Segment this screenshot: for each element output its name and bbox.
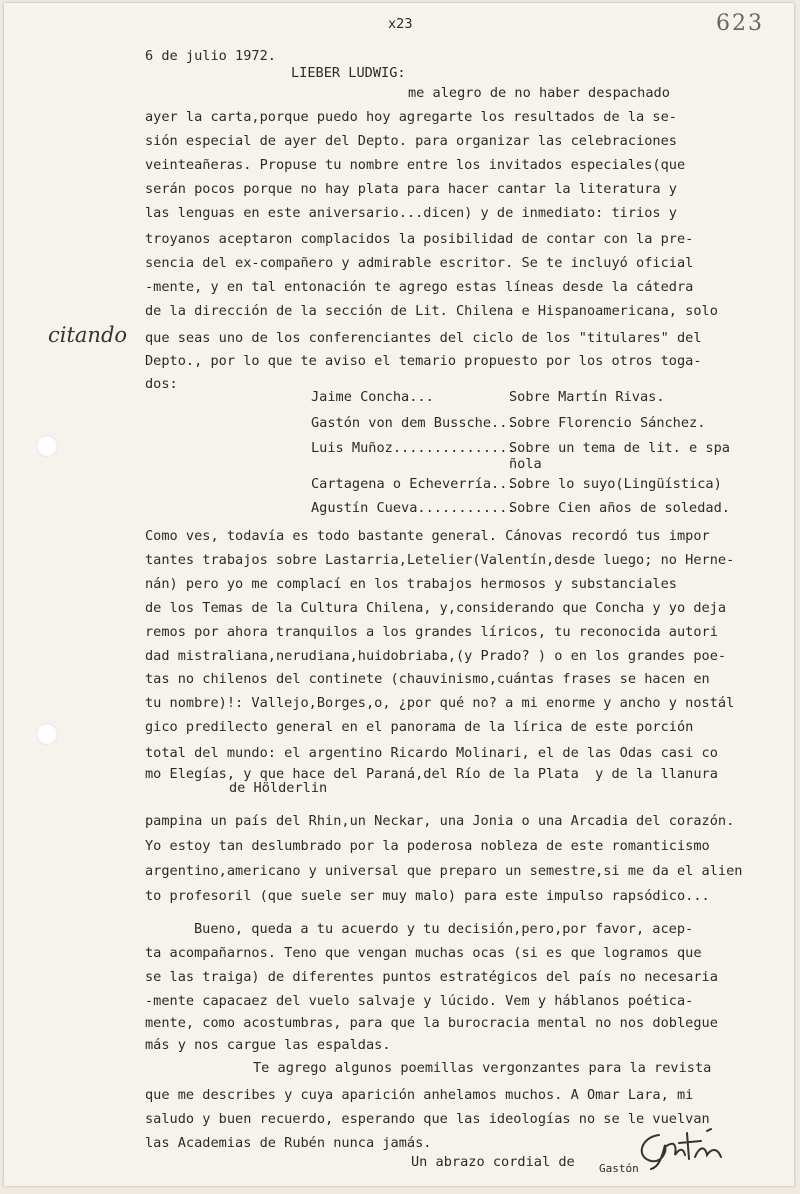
speaker-topic: Sobre Martín Rivas. bbox=[509, 389, 665, 405]
body-line: pampina un país del Rhin,un Neckar, una Jonia o una Arcadia del corazón. bbox=[145, 813, 735, 829]
body-line: más y nos cargue las espaldas. bbox=[145, 1037, 391, 1053]
body-line: -mente, y en tal entonación te agrego estas líneas desde la cátedra bbox=[145, 279, 694, 295]
body-line: sión especial de ayer del Depto. para organizar las celebraciones bbox=[145, 133, 677, 149]
body-line: troyanos aceptaron complacidos la posibilidad de contar con la pre- bbox=[145, 231, 694, 247]
salutation: LIEBER LUDWIG: bbox=[291, 65, 406, 81]
speaker-topic-cont: ñola bbox=[509, 456, 542, 472]
handwritten-signature bbox=[629, 1123, 739, 1173]
speaker-topic: Sobre lo suyo(Lingüística) bbox=[509, 476, 722, 492]
body-line: veinteañeras. Propuse tu nombre entre los invitados especiales(que bbox=[145, 157, 686, 173]
body-line: Yo estoy tan deslumbrado por la poderosa nobleza de este romanticismo bbox=[145, 838, 710, 854]
speaker-name: Luis Muñoz............... bbox=[311, 440, 516, 456]
body-line: mo Elegías, y que hace del Paraná,del Río de la Plata y de la llanura bbox=[145, 766, 718, 782]
speaker-name: Agustín Cueva............ bbox=[311, 500, 516, 516]
body-line: Como ves, todavía es todo bastante general. Cánovas recordó tus impor bbox=[145, 528, 710, 544]
speaker-name: Gastón von dem Bussche... bbox=[311, 415, 516, 431]
body-line: to profesoril (que suele ser muy malo) para este impulso rapsódico... bbox=[145, 888, 710, 904]
closing: Un abrazo cordial de bbox=[411, 1154, 575, 1170]
body-line: las Academias de Rubén nunca jamás. bbox=[145, 1135, 432, 1151]
body-line: se las traiga) de diferentes puntos estratégicos del país no necesaria bbox=[145, 969, 718, 985]
body-line: de Hölderlin bbox=[229, 780, 328, 796]
letter-date: 6 de julio 1972. bbox=[145, 48, 276, 64]
body-line: -mente capacaez del vuelo salvaje y lúcido. Vem y háblanos poética- bbox=[145, 993, 694, 1009]
speaker-topic: Sobre Florencio Sánchez. bbox=[509, 415, 706, 431]
body-line: total del mundo: el argentino Ricardo Molinari, el de las Odas casi co bbox=[145, 745, 718, 761]
body-line: sencia del ex-compañero y admirable escritor. Se te incluyó oficial bbox=[145, 255, 694, 271]
closing-name: Gastón bbox=[599, 1162, 639, 1175]
body-line: argentino,americano y universal que preparo un semestre,si me da el alien bbox=[145, 863, 743, 879]
body-line: tantes trabajos sobre Lastarria,Letelier(Valentín,desde luego; no Herne- bbox=[145, 552, 735, 568]
body-line: las lenguas en este aniversario...dicen) y de inmediato: tirios y bbox=[145, 205, 677, 221]
body-line: ayer la carta,porque puedo hoy agregarte los resultados de la se- bbox=[145, 109, 677, 125]
body-line: dos: bbox=[145, 376, 178, 392]
body-line: nán) pero yo me complací en los trabajos hermosos y substanciales bbox=[145, 576, 677, 592]
page-number: x23 bbox=[388, 16, 413, 32]
body-line: remos por ahora tranquilos a los grandes líricos, tu reconocida autori bbox=[145, 624, 718, 640]
punch-hole bbox=[36, 723, 58, 745]
body-line: que me describes y cuya aparición anhelamos muchos. A Omar Lara, mi bbox=[145, 1087, 694, 1103]
body-line: que seas uno de los conferenciantes del ciclo de los "titulares" del bbox=[145, 330, 702, 346]
margin-note: citando bbox=[48, 323, 128, 347]
body-line: serán pocos porque no hay plata para hacer cantar la literatura y bbox=[145, 181, 677, 197]
body-line: Bueno, queda a tu acuerdo y tu decisión,pero,por favor, acep- bbox=[194, 921, 694, 937]
letter-page bbox=[4, 3, 794, 1186]
body-line: me alegro de no haber despachado bbox=[408, 85, 670, 101]
body-line: tu nombre)!: Vallejo,Borges,o, ¿por qué no? a mi enorme y ancho y nostál bbox=[145, 695, 735, 711]
speaker-name: Cartagena o Echeverría.... bbox=[311, 476, 524, 492]
body-line: tas no chilenos del continete (chauvinismo,cuántas frases se hacen en bbox=[145, 671, 710, 687]
body-line: dad mistraliana,nerudiana,huidobriaba,(y Prado? ) o en los grandes poe- bbox=[145, 648, 727, 664]
body-line: Te agrego algunos poemillas vergonzantes para la revista bbox=[253, 1060, 712, 1076]
speaker-topic: Sobre un tema de lit. e spa bbox=[509, 440, 730, 456]
punch-hole bbox=[36, 435, 58, 457]
speaker-topic: Sobre Cien años de soledad. bbox=[509, 500, 730, 516]
archive-number: 623 bbox=[716, 11, 764, 36]
body-line: mente, como acostumbras, para que la burocracia mental no nos doblegue bbox=[145, 1015, 718, 1031]
body-line: saludo y buen recuerdo, esperando que las ideologías no se le vuelvan bbox=[145, 1111, 710, 1127]
body-line: Depto., por lo que te aviso el temario propuesto por los otros toga- bbox=[145, 353, 702, 369]
body-line: gico predilecto general en el panorama de la lírica de este porción bbox=[145, 719, 694, 735]
body-line: de los Temas de la Cultura Chilena, y,considerando que Concha y yo deja bbox=[145, 600, 727, 616]
speaker-name: Jaime Concha... bbox=[311, 389, 434, 405]
body-line: de la dirección de la sección de Lit. Chilena e Hispanoamericana, solo bbox=[145, 303, 718, 319]
body-line: ta acompañarnos. Teno que vengan muchas ocas (si es que logramos que bbox=[145, 945, 702, 961]
